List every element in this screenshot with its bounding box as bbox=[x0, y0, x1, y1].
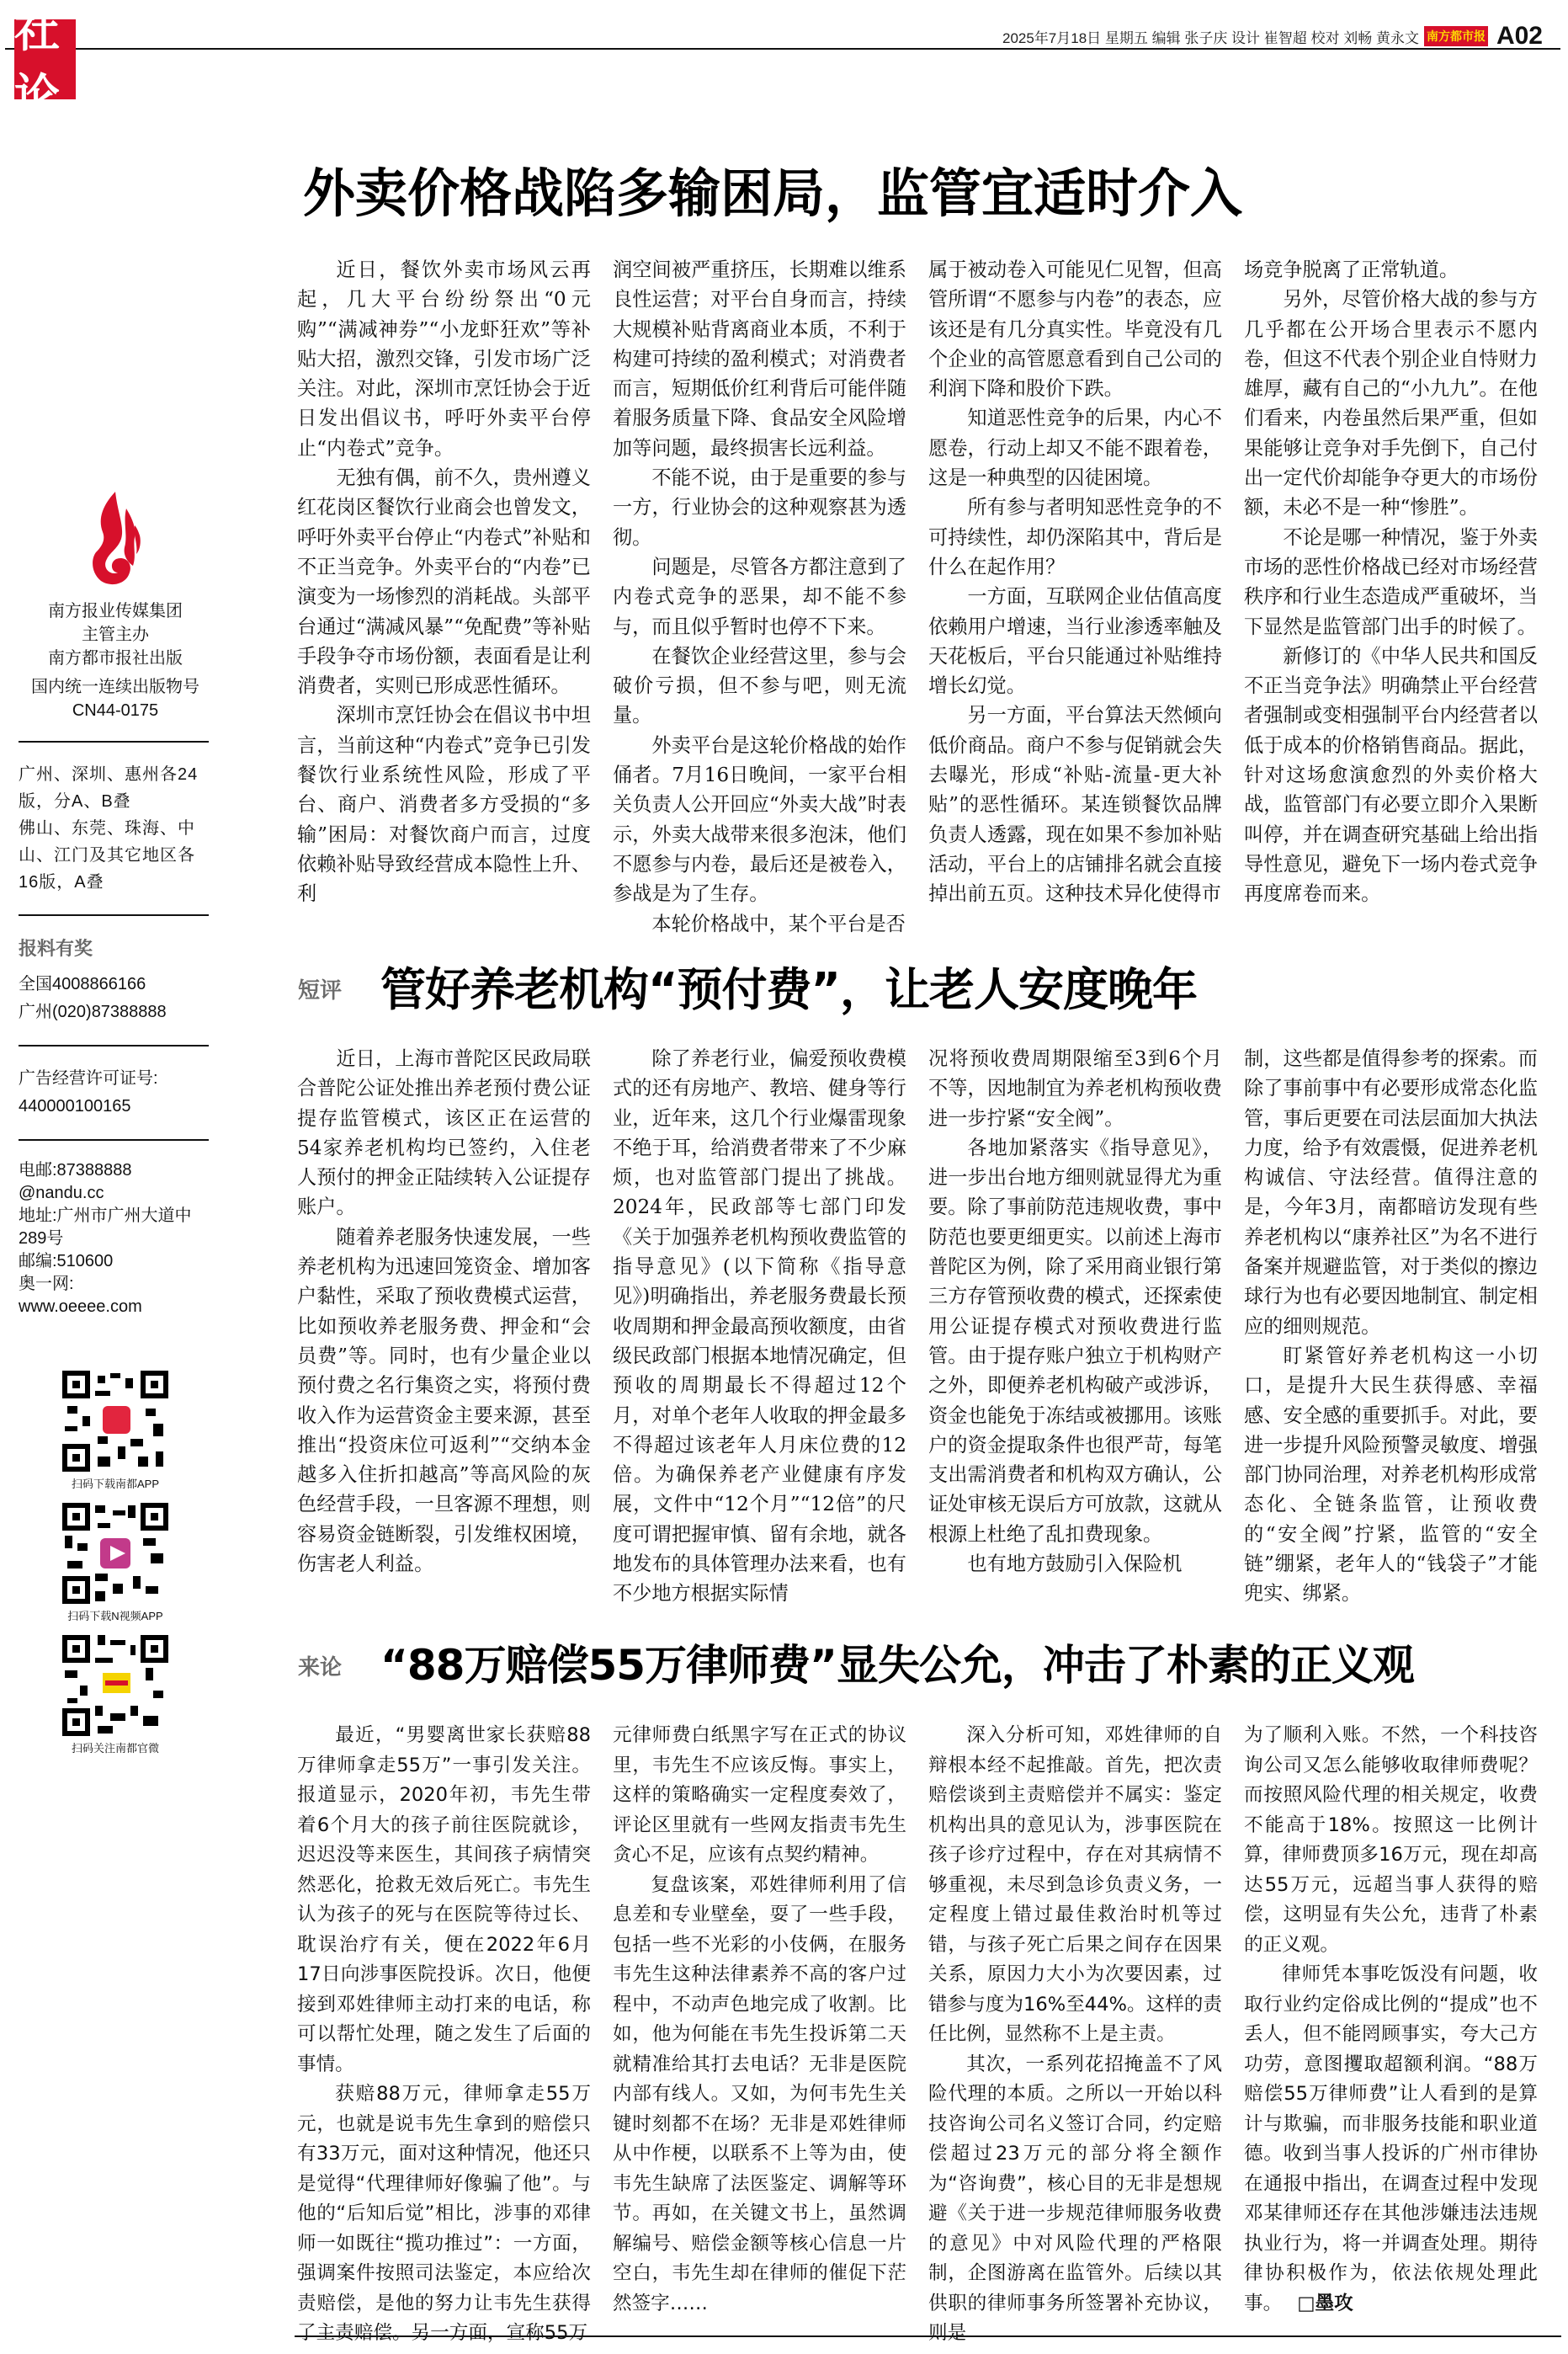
paragraph-text: 律师凭本事吃饭没有问题，收取行业约定俗成比例的“提成”也不丢人，但不能罔顾事实，夸大己方功劳，意图攫取超额利润。“88万赔偿55万律师费”让人看到的是算计与欺骗，而非服务技能和职业道德。收到当事人投诉的广州市律协在通报中指出，在调查过程中发现邓某律师还存在其他涉嫌违法违规执业行为，将一并调查处理。期待律协积极作为，依法依规处理此事。 bbox=[1244, 1963, 1538, 2314]
contact-line: 奥一网: bbox=[19, 1275, 74, 1293]
qr-codes bbox=[19, 1371, 212, 1764]
paragraph: 制，这些都是值得参考的探索。而除了事前事中有必要形成常态化监管，事后更要在司法层面加大执法力度，给予有效震慑，促进养老机构诚信、守法经营。值得注意的是，今年3月，南都暗访发现有些养老机构以“康养社区”为名不进行备案并规避监管，对于类似的擦边球行为也有必要因地制宜、制定相应的细则规范。 bbox=[1244, 1047, 1538, 1338]
paragraph: 为了顺利入账。不然，一个科技咨询公司又怎么能够收取律师费呢？而按照风险代理的相关规定，收费不能高于18%。按照这一比例计算，律师费顶多16万元，现在却高达55万元，远超当事人获得的赔偿，这明显有失公允，违背了朴素的正义观。 bbox=[1244, 1724, 1538, 1956]
byline: □墨攻 bbox=[1297, 2292, 1353, 2314]
edition-line: 广州、深圳、惠州各24版，分A、B叠 bbox=[19, 765, 199, 811]
edition-line: 佛山、东莞、珠海、中山、江门及其它地区各16版，A叠 bbox=[19, 819, 195, 892]
article-body bbox=[297, 255, 1538, 939]
paragraph: 近日，餐饮外卖市场风云再起，几大平台纷纷祭出“0元购”“满减神券”“小龙虾狂欢”等补贴大招，激烈交锋，引发市场广泛关注。对此，深圳市烹饪协会于近日发出倡议书，呼吁外卖平台停止“内卷式”竞争。 bbox=[297, 258, 591, 460]
article-column bbox=[928, 255, 1222, 939]
ad-license-label: 广告经营许可证号: bbox=[19, 1069, 158, 1088]
sidebar-divider bbox=[19, 914, 209, 916]
paragraph: 在餐饮企业经营这里，参与会破价亏损，但不参与吧，则无流量。 bbox=[613, 644, 906, 727]
paragraph: 外卖平台是这轮价格战的始作俑者。7月16日晚间，一家平台相关负责人公开回应“外卖大战”时表示，外卖大战带来很多泡沫，他们不愿参与内卷，最后还是被卷入，参战是为了生存。 bbox=[613, 733, 906, 906]
edition-info bbox=[19, 761, 212, 896]
paragraph: 问题是，尽管各方都注意到了内卷式竞争的恶果，却不能不参与，而且似乎暂时也停不下来。 bbox=[613, 555, 906, 638]
hotline-national: 全国4008866166 bbox=[19, 975, 146, 993]
hotline-title: 报料有奖 bbox=[19, 938, 93, 959]
flame-logo-icon bbox=[77, 488, 153, 589]
publisher-line: 南方报业传媒集团 bbox=[48, 602, 183, 620]
paragraph: 深圳市烹饪协会在倡议书中坦言，当前这种“内卷式”竞争已引发餐饮行业系统性风险，形成了平台、商户、消费者多方受损的“多输”困局：对餐饮商户而言，过度依赖补贴导致经营成本隐性上升、利 bbox=[297, 704, 591, 906]
qr-caption: 扫码关注南都官微 bbox=[71, 1742, 159, 1755]
paragraph bbox=[1244, 1960, 1538, 2319]
paragraph: 其次，一系列花招掩盖不了风险代理的本质。之所以一开始以科技咨询公司名义签订合同，约定赔偿超过23万元的部分将全额作为“咨询费”，核心目的无非是想规避《关于进一步规范律师服务收费的意见》中对风险代理的严格限制，企图游离在监管外。后续以其供职的律师事务所签署补充协议，则是 bbox=[928, 2053, 1222, 2344]
paragraph: 各地加紧落实《指导意见》，进一步出台地方细则就显得尤为重要。除了事前防范违规收费，事中防范也要更细更实。以前述上海市普陀区为例，除了采用商业银行第三方存管预收费的模式，还探索使用公证提存模式对预收费进行监管。由于提存账户独立于机构财产之外，即便养老机构破产或涉诉，资金也能免于冻结或被挪用。该账户的资金提取条件也很严苛，每笔支出需消费者和机构双方确认，公证处审核无误后方可放款，这就从根源上杜绝了乱扣费现象。 bbox=[928, 1136, 1222, 1546]
article-title: 管好养老机构“预付费”，让老人安度晚年 bbox=[380, 963, 1197, 1016]
article-column bbox=[297, 1721, 591, 2349]
paragraph: 也有地方鼓励引入保险机 bbox=[967, 1552, 1183, 1576]
article-column bbox=[613, 255, 906, 939]
paragraph: 元律师费白纸黑字写在正式的协议里，韦先生不应该反悔。事实上，这样的策略确实一定程度奏效了，评论区里就有一些网友指责韦先生贪心不足，应该有点契约精神。 bbox=[613, 1724, 906, 1866]
paragraph: 属于被动卷入可能见仁见智，但高管所谓“不愿参与内卷”的表态，应该还是有几分真实性。毕竟没有几个企业的高管愿意看到自己公司的利润下降和股价下跌。 bbox=[928, 258, 1222, 401]
paragraph: 不论是哪一种情况，鉴于外卖市场的恶性价格战已经对市场经营秩序和行业生态造成严重破坏，当下显然是监管部门出手的时候了。 bbox=[1244, 525, 1538, 638]
paragraph: 获赔88万元，律师拿走55万元，也就是说韦先生拿到的赔偿只有33万元，面对这种情况，他还只是觉得“代理律师好像骗了他”。与他的“后知后觉”相比，涉事的邓律师一如既往“揽功推过”：一方面，强调案件按照司法鉴定，本应给次责赔偿，是他的努力让韦先生获得了主责赔偿。另一方面，宣称55万 bbox=[297, 2083, 591, 2344]
issue-meta: 2025年7月18日 星期五 编辑 张子庆 设计 崔智超 校对 刘畅 黄永文 bbox=[1002, 29, 1419, 46]
article-column bbox=[297, 1044, 591, 1609]
article-column bbox=[613, 1044, 906, 1609]
paragraph: 所有参与者明知恶性竞争的不可持续性，却仍深陷其中，背后是什么在起作用？ bbox=[928, 496, 1222, 578]
page-bottom-rule bbox=[295, 2335, 1561, 2337]
paragraph: 随着养老服务快速发展，一些养老机构为迅速回笼资金、增加客户黏性，采取了预收费模式运营，比如预收养老服务费、押金和“会员费”等。同时，也有少量企业以预付费之名行集资之实，将预付费收入作为运营资金主要来源，甚至推出“投资床位可返利”“交纳本金越多入住折扣越高”等高风险的灰色经营手段，一旦客源不理想，则容易资金链断裂，引发维权困境，伤害老人利益。 bbox=[297, 1225, 591, 1576]
sidebar bbox=[19, 488, 212, 1764]
article-column bbox=[1244, 1044, 1538, 1609]
serial-label: 国内统一连续出版物号 bbox=[31, 678, 199, 696]
article-column bbox=[297, 255, 591, 939]
contact-line: 邮编:510600 bbox=[19, 1252, 114, 1270]
paragraph: 近日，上海市普陀区民政局联合普陀公证处推出养老预付费公证提存监管模式，该区正在运营的54家养老机构均已签约，入住老人预付的押金正陆续转入公证提存账户。 bbox=[297, 1047, 591, 1219]
ad-license-number: 440000100165 bbox=[19, 1097, 131, 1116]
contact-info bbox=[19, 1159, 212, 1318]
paragraph: 复盘该案，邓姓律师利用了信息差和专业壁垒，耍了一些手段，包括一些不光彩的小伎俩，在服务韦先生这种法律素养不高的客户过程中，不动声色地完成了收割。比如，他为何能在韦先生投诉第二天就精准给其打去电话？无非是医院内部有线人。又如，为何韦先生关键时刻都不在场？无非是邓姓律师从中作梗，以联系不上等为由，使韦先生缺席了法医鉴定、调解等环节。再如，在关键文书上，虽然调解编号、赔偿金额等核心信息一片空白，韦先生却在律师的催促下茫然签字…… bbox=[613, 1873, 906, 2314]
paragraph: 最近，“男婴离世家长获赔88万律师拿走55万”一事引发关注。报道显示，2020年初，韦先生带着6个月大的孩子前往医院就诊，迟迟没等来医生，其间孩子病情突然恶化，抢救无效后死亡。韦先生认为孩子的死与在医院等待过长、耽误治疗有关，便在2022年6月17日向涉事医院投诉。次日，他便接到邓姓律师主动打来的电话，称可以帮忙处理，随之发生了后面的事情。 bbox=[297, 1724, 591, 2075]
contact-line: 电邮:87388888 bbox=[19, 1161, 132, 1180]
paragraph: 无独有偶，前不久，贵州遵义红花岗区餐饮行业商会也曾发文，呼吁外卖平台停止“内卷式”补贴和不正当竞争。外卖平台的“内卷”已演变为一场惨烈的消耗战。头部平台通过“满减风暴”“免配费”等补贴手段争夺市场份额，表面看是让利消费者，实则已形成恶性循环。 bbox=[297, 466, 591, 698]
paragraph: 况将预收费周期限缩至3到6个月不等，因地制宜为养老机构预收费进一步拧紧“安全阀”。 bbox=[928, 1047, 1222, 1130]
contact-line: @nandu.cc bbox=[19, 1184, 104, 1202]
article-title: 外卖价格战陷多输困局，监管宜适时介入 bbox=[303, 162, 1243, 224]
sidebar-divider bbox=[19, 1139, 209, 1141]
qr-code-nd-app[interactable] bbox=[62, 1371, 168, 1472]
contact-line: 289号 bbox=[19, 1229, 64, 1248]
nd-app-icon bbox=[103, 1406, 130, 1434]
contact-line: 地址:广州市广州大道中 bbox=[19, 1206, 192, 1225]
page-number: A02 bbox=[1496, 22, 1543, 50]
sidebar-divider bbox=[19, 741, 209, 743]
article-kicker: 来论 bbox=[298, 1655, 343, 1680]
article-column bbox=[928, 1044, 1222, 1609]
website-link[interactable]: www.oeeee.com bbox=[19, 1297, 142, 1316]
sidebar-divider bbox=[19, 1045, 209, 1047]
paragraph: 深入分析可知，邓姓律师的自辩根本经不起推敲。首先，把次责赔偿谈到主责赔偿并不属实：鉴定机构出具的意见认为，涉事医院在孩子诊疗过程中，存在对其病情不够重视，未尽到急诊负责义务，一定程度上错过最佳救治时机等过错，与孩子死亡后果之间存在因果关系，原因力大小为次要因素，过错参与度为16%至44%。这样的责任比例，显然称不上是主责。 bbox=[928, 1724, 1222, 2045]
paragraph: 盯紧管好养老机构这一小切口，是提升大民生获得感、幸福感、安全感的重要抓手。对此，要进一步提升风险预警灵敏度、增强部门协同治理，对养老机构形成常态化、全链条监管，让预收费的“安全阀”拧紧，监管的“安全链”绷紧，老年人的“钱袋子”才能兜实、绑紧。 bbox=[1244, 1344, 1538, 1606]
publisher-info bbox=[19, 599, 212, 722]
section-label-text: 社论 bbox=[14, 3, 61, 122]
paragraph: 除了养老行业，偏爱预收费模式的还有房地产、教培、健身等行业，近年来，这几个行业爆雷现象不绝于耳，给消费者带来了不少麻烦，也对监管部门提出了挑战。2024年，民政部等七部门印发《关于加强养老机构预收费监管的指导意见》(以下简称《指导意见》)明确指出，养老服务费最长预收周期和押金最高预收额度，由省级民政部门根据本地情况确定，但预收的周期最长不得超过12个月，对单个老年人收取的押金最多不得超过该老年人月床位费的12倍。为确保养老产业健康有序发展，文件中“12个月”“12倍”的尺度可谓把握审慎、留有余地，就各地发布的具体管理办法来看，也有不少地方根据实际情 bbox=[613, 1047, 906, 1606]
section-label bbox=[14, 3, 76, 122]
article-title: “88万赔偿55万律师费”显失公允，冲击了朴素的正义观 bbox=[380, 1641, 1414, 1690]
article-column bbox=[613, 1721, 906, 2349]
serial-number: CN44-0175 bbox=[72, 701, 159, 720]
article-body bbox=[297, 1721, 1538, 2349]
article-kicker: 短评 bbox=[298, 978, 343, 1004]
article-column bbox=[928, 1721, 1222, 2349]
qr-code-n-video-app[interactable] bbox=[62, 1503, 168, 1604]
publisher-line: 主管主办 bbox=[82, 626, 149, 644]
paragraph: 本轮价格战中，某个平台是否 bbox=[651, 912, 906, 935]
paragraph: 另一方面，平台算法天然倾向低价商品。商户不参与促销就会失去曝光，形成“补贴-流量-更大补贴”的恶性循环。某连锁餐饮品牌负责人透露，现在如果不参加补贴活动，平台上的店铺排名就会直接掉出前五页。这种技术异化使得市 bbox=[928, 704, 1222, 906]
header-meta bbox=[1002, 22, 1543, 51]
paragraph: 知道恶性竞争的后果，内心不愿卷，行动上却又不能不跟着卷，这是一种典型的囚徒困境。 bbox=[928, 407, 1222, 490]
hotline-guangzhou: 广州(020)87388888 bbox=[19, 1003, 167, 1021]
paragraph: 一方面，互联网企业估值高度依赖用户增速，当行业渗透率触及天花板后，平台只能通过补贴维持增长幻觉。 bbox=[928, 585, 1222, 698]
publisher-line: 南方都市报社出版 bbox=[48, 649, 183, 668]
article-column bbox=[1244, 255, 1538, 939]
article-column bbox=[1244, 1721, 1538, 2349]
article-body bbox=[297, 1044, 1538, 1609]
paragraph: 润空间被严重挤压，长期难以维系良性运营；对平台自身而言，持续大规模补贴背离商业本质，不利于构建可持续的盈利模式；对消费者而言，短期低价红利背后可能伴随着服务质量下降、食品安全风险增加等问题，最终损害长远利益。 bbox=[613, 258, 906, 460]
paragraph: 场竞争脱离了正常轨道。 bbox=[1244, 258, 1459, 281]
qr-code-weibo[interactable] bbox=[62, 1635, 168, 1736]
paragraph: 另外，尽管价格大战的参与方几乎都在公开场合里表示不愿内卷，但这不代表个别企业自恃财力雄厚，藏有自己的“小九九”。在他们看来，内卷虽然后果严重，但如果能够让竞争对手先倒下，自己付出一定代价却能争夺更大的市场份额，未必不是一种“惨胜”。 bbox=[1244, 288, 1538, 519]
qr-caption: 扫码下载N视频APP bbox=[67, 1610, 163, 1622]
qr-caption: 扫码下载南都APP bbox=[71, 1478, 159, 1490]
brand-badge: 南方都市报 bbox=[1424, 26, 1488, 46]
paragraph: 不能不说，由于是重要的参与一方，行业协会的这种观察甚为透彻。 bbox=[613, 466, 906, 549]
paragraph: 新修订的《中华人民共和国反不正当竞争法》明确禁止平台经营者强制或变相强制平台内经营者以低于成本的价格销售商品。据此，针对这场愈演愈烈的外卖价格大战，监管部门有必要立即介入果断叫停，并在调查研究基础上给出指导性意见，避免下一场内卷式竞争再度席卷而来。 bbox=[1244, 644, 1538, 906]
